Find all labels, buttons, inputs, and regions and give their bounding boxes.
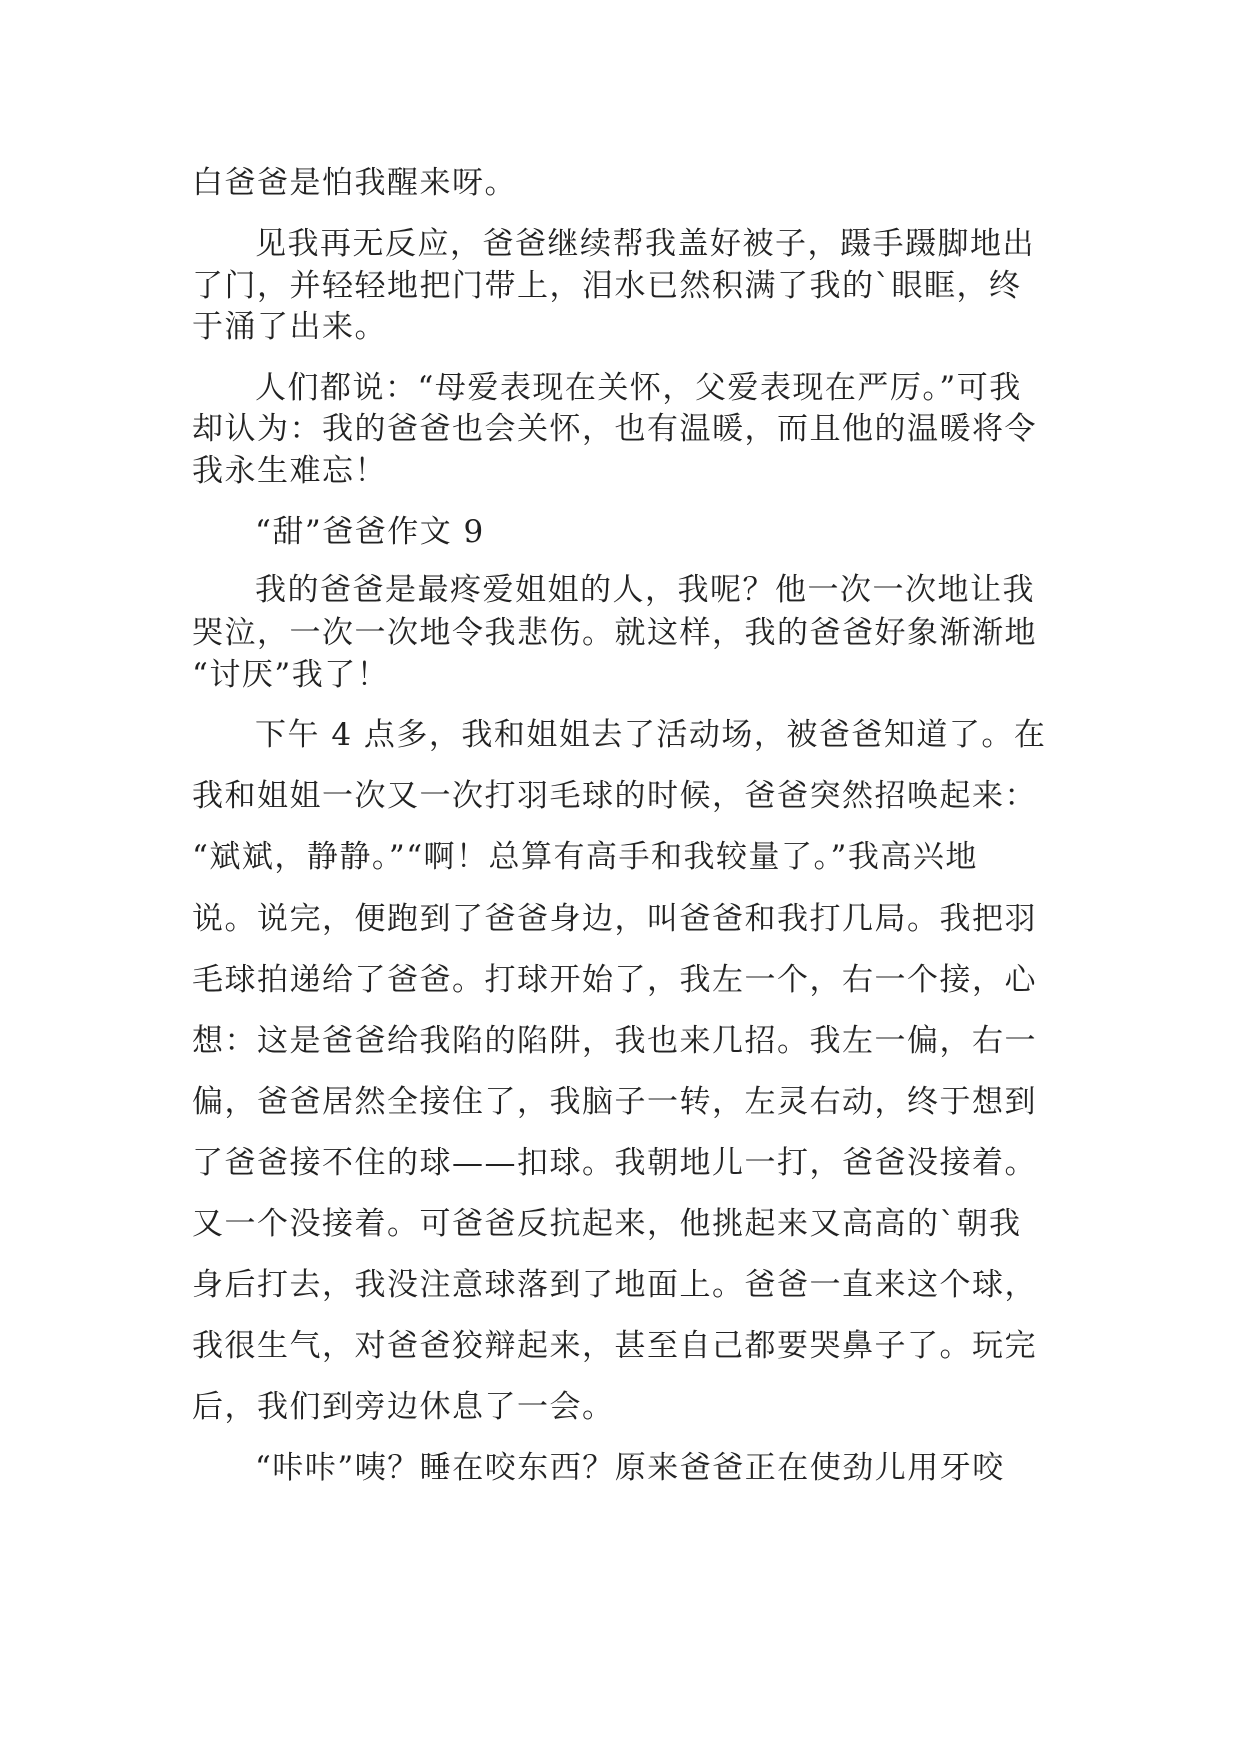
text-line: 了爸爸接不住的球——扣球。我朝地儿一打，爸爸没接着。: [192, 1145, 1037, 1181]
paragraph-start-line: 下午 4 点多，我和姐姐去了活动场，被爸爸知道了。在: [255, 717, 1047, 753]
text-line: 身后打去，我没注意球落到了地面上。爸爸一直来这个球，: [192, 1267, 1037, 1303]
section-heading: “甜”爸爸作文 9: [255, 514, 485, 550]
text-line: 哭泣，一次一次地令我悲伤。就这样，我的爸爸好象渐渐地: [192, 615, 1037, 651]
text-line: 我和姐姐一次又一次打羽毛球的时候，爸爸突然招唤起来：: [192, 778, 1037, 814]
paragraph-start-line: 见我再无反应，爸爸继续帮我盖好被子，蹑手蹑脚地出: [255, 226, 1035, 262]
text-line: 于涌了出来。: [192, 309, 387, 345]
text-line: 偏，爸爸居然全接住了，我脑子一转，左灵右动，终于想到: [192, 1084, 1037, 1120]
text-line: 想：这是爸爸给我陷的陷阱，我也来几招。我左一偏，右一: [192, 1023, 1037, 1059]
text-line: “讨厌”我了！: [192, 657, 390, 693]
text-line: 毛球拍递给了爸爸。打球开始了，我左一个，右一个接，心: [192, 962, 1037, 998]
text-line: 我很生气，对爸爸狡辩起来，甚至自己都要哭鼻子了。玩完: [192, 1328, 1037, 1364]
paragraph-start-line: 我的爸爸是最疼爱姐姐的人，我呢？他一次一次地让我: [255, 572, 1035, 608]
text-line: 却认为：我的爸爸也会关怀，也有温暖，而且他的温暖将令: [192, 411, 1037, 447]
text-line: “斌斌，静静。”“啊！总算有高手和我较量了。”我高兴地: [192, 839, 978, 875]
text-line: 又一个没接着。可爸爸反抗起来，他挑起来又高高的`朝我: [192, 1206, 1022, 1242]
text-line: 后，我们到旁边休息了一会。: [192, 1389, 615, 1425]
paragraph-start-line: “咔咔”咦？睡在咬东西？原来爸爸正在使劲儿用牙咬: [255, 1450, 1005, 1486]
paragraph-start-line: 人们都说：“母爱表现在关怀，父爱表现在严厉。”可我: [255, 370, 1022, 406]
text-line: 我永生难忘！: [192, 453, 387, 489]
text-line: 白爸爸是怕我醒来呀。: [192, 165, 517, 201]
text-line: 了门，并轻轻地把门带上，泪水已然积满了我的`眼眶，终: [192, 268, 1022, 304]
text-line: 说。说完，便跑到了爸爸身边，叫爸爸和我打几局。我把羽: [192, 901, 1037, 937]
